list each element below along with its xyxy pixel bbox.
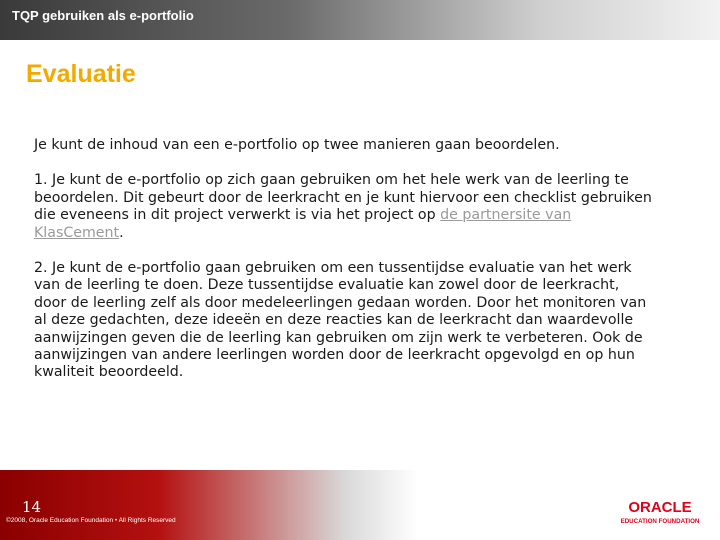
slide-body bbox=[34, 137, 654, 400]
point-1-paragraph bbox=[34, 172, 654, 242]
header-bar bbox=[0, 0, 720, 40]
page-number: 14 bbox=[22, 498, 42, 516]
copyright-notice: ©2008, Oracle Education Foundation • All Rights Reserved bbox=[6, 517, 176, 524]
slide-title: Evaluatie bbox=[26, 60, 136, 88]
oracle-education-foundation-logo bbox=[612, 497, 708, 527]
logo-main-text: ORACLE bbox=[628, 499, 692, 516]
klascement-link[interactable]: de partnersite van KlasCement bbox=[34, 207, 572, 241]
intro-paragraph: Je kunt de inhoud van een e-portfolio op twee manieren gaan beoordelen. bbox=[34, 137, 560, 153]
logo-sub-text: EDUCATION FOUNDATION bbox=[620, 518, 700, 525]
point-2-paragraph: 2. Je kunt de e-portfolio gaan gebruiken om een tussentijdse evaluatie van het werk van de leerling te doen. Deze tussentijdse evaluatie kan zowel door de leerkracht, door de leerling zelf als door medeleerlingen gedaan worden. Door het monitoren van al deze gedachten, deze ideeën en deze reacties kan de leerkracht dan waardevolle aanwijzingen geven die de leerling kan gebruiken om zijn werk te verbeteren. Ook de aanwijzingen van andere leerlingen worden door de leerkracht opgevolgd en op hun kwaliteit beoordeeld. bbox=[34, 260, 647, 381]
point-1-end: . bbox=[119, 224, 124, 241]
point-1-text: 1. Je kunt de e-portfolio op zich gaan gebruiken om het hele werk van de leerling te beoordelen. Dit gebeurt door de leerkracht en je kunt hiervoor een checklist gebruiken die eveneens in dit project verwerkt is via het project op bbox=[34, 172, 652, 224]
presentation-title: TQP gebruiken als e-portfolio bbox=[12, 8, 194, 23]
